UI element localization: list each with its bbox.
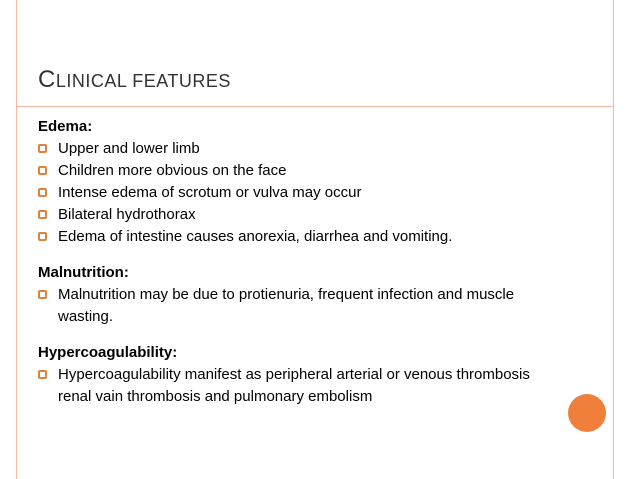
bullet-icon [38, 210, 47, 219]
title-first-letter: C [38, 66, 56, 93]
section-heading-edema: Edema: [38, 118, 93, 135]
decorative-circle [568, 394, 606, 432]
slide-content [38, 116, 558, 408]
list-item: Edema of intestine causes anorexia, diarrhea and vomiting. [38, 226, 558, 248]
bullet-icon [38, 188, 47, 197]
section-gap [38, 248, 558, 262]
list-item: Intense edema of scrotum or vulva may occur [38, 182, 558, 204]
section-heading-hypercoagulability: Hypercoagulability: [38, 344, 178, 361]
list-item: Children more obvious on the face [38, 160, 558, 182]
list-item: Hypercoagulability manifest as peripheral arterial or venous thrombosis renal vain thrombosis and pulmonary embolism [38, 364, 558, 408]
title-rest: LINICAL FEATURES [55, 71, 231, 91]
bullet-icon [38, 370, 47, 379]
list-item: Bilateral hydrothorax [38, 204, 558, 226]
bullet-icon [38, 290, 47, 299]
bullet-icon [38, 232, 47, 241]
section-heading-malnutrition: Malnutrition: [38, 264, 129, 281]
bullet-icon [38, 144, 47, 153]
section-gap [38, 328, 558, 342]
slide-title [38, 66, 231, 94]
list-item: Malnutrition may be due to protienuria, frequent infection and muscle wasting. [38, 284, 558, 328]
bullet-icon [38, 166, 47, 175]
title-divider [16, 106, 614, 107]
list-item: Upper and lower limb [38, 138, 558, 160]
